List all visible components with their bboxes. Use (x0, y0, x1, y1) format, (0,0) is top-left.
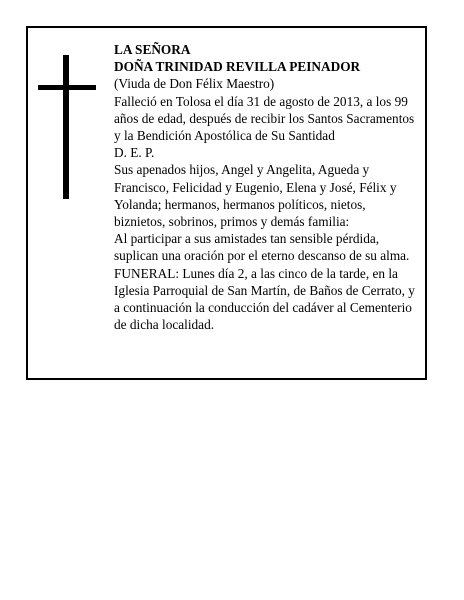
cross-icon (38, 55, 96, 199)
funeral-paragraph: FUNERAL: Lunes día 2, a las cinco de la tarde, en la Iglesia Parroquial de San Martín, de Baños de Cerrato, y a continuación la conducción del cadáver al Cementerio de dicha localidad. (114, 265, 415, 333)
death-paragraph: Falleció en Tolosa el día 31 de agosto de 2013, a los 99 años de edad, después de recibir los Santos Sacramentos y la Bendición Apostólica de Su Santidad (114, 93, 415, 144)
rip-line: D. E. P. (114, 145, 155, 161)
cross-horizontal-bar (38, 85, 96, 90)
notice-title-line-1: LA SEÑORA (114, 42, 191, 57)
family-paragraph: Sus apenados hijos, Angel y Angelita, Agueda y Francisco, Felicidad y Eugenio, Elena y José, Félix y Yolanda; hermanos, hermanos políticos, nietos, biznietos, sobrinos, primos y demás familia: (114, 162, 397, 230)
deceased-name: DOÑA TRINIDAD REVILLA PEINADOR (114, 59, 361, 75)
cross-vertical-bar (63, 55, 69, 199)
widow-line: (Viuda de Don Félix Maestro) (114, 76, 275, 92)
obituary-notice (26, 26, 427, 380)
notice-text (114, 41, 419, 333)
request-paragraph: Al participar a sus amistades tan sensible pérdida, suplican una oración por el eterno descanso de su alma. (114, 231, 410, 264)
